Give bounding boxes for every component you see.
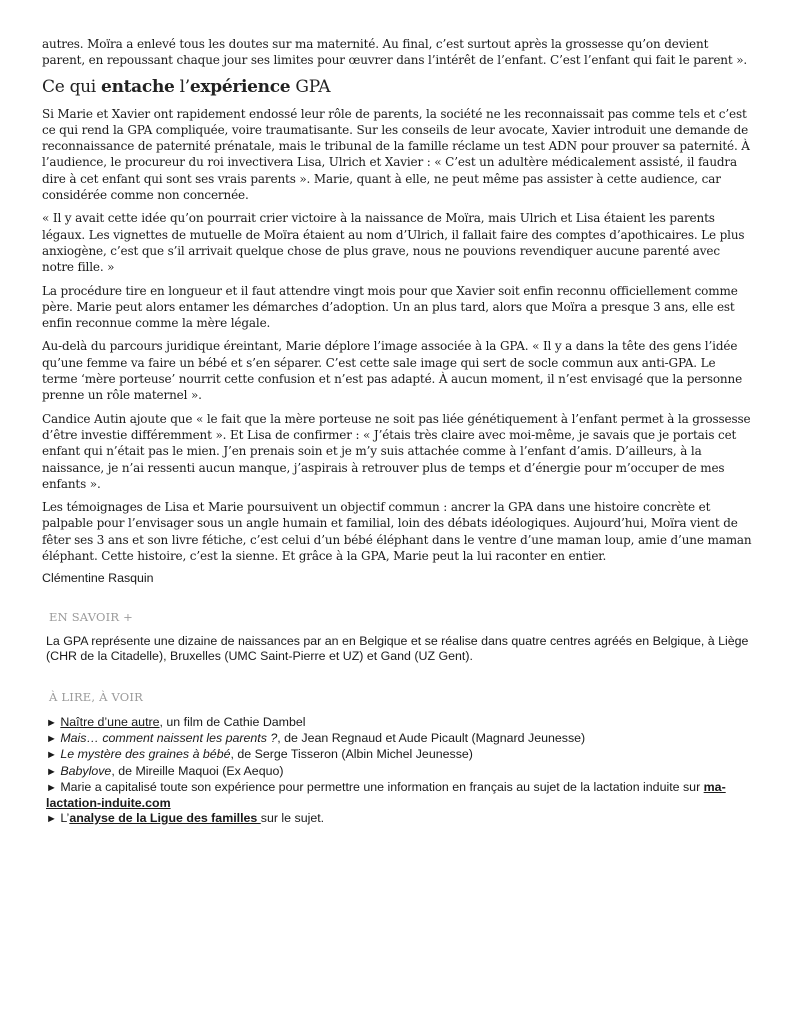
list-item	[46, 747, 754, 763]
list-item-text: Marie a capitalisé toute son expérience pour permettre une information en français au sujet de la lactation induite sur	[60, 779, 704, 794]
heading-bold-part: entache	[101, 76, 175, 97]
heading-part: Ce qui	[42, 76, 102, 97]
en-savoir-text: La GPA représente une dizaine de naissances par an en Belgique et se réalise dans quatre centres agréés en Belgique, à Liège (CHR de la Citadelle), Bruxelles (UMC Saint-Pierre et UZ) et Gand (UZ Gent).	[46, 633, 749, 663]
arrow-icon: ►	[46, 781, 57, 794]
heading-bold-part: expérience	[189, 76, 291, 97]
body-paragraph: Si Marie et Xavier ont rapidement endossé leur rôle de parents, la société ne les reconnaissait pas comme tels et c’est ce qui rend la GPA compliquée, voire traumatisante. Sur les conseils de leur avocate, Xavier introduit une demande de reconnaissance de paternité prénatale, mais le tribunal de la famille réclame un test ADN pour prouver sa paternité. À l’audience, le procureur du roi invectivera Lisa, Ulrich et Xavier : « C’est un adultère médicalement assisté, il faudra dire à cet enfant qui sont ses vrais parents ». Marie, quant à elle, ne peut même pas assister à cette audience, car considérée comme non concernée.	[42, 106, 750, 203]
heading-part: l’	[174, 76, 190, 97]
author-name: Clémentine Rasquin	[42, 571, 154, 586]
list-item-text: , de Serge Tisseron (Albin Michel Jeunesse)	[230, 747, 473, 762]
a-lire-box	[42, 690, 754, 827]
section-heading	[42, 76, 754, 98]
a-lire-title: À LIRE, À VOIR	[49, 689, 143, 704]
list-item	[46, 811, 754, 827]
ligue-familles-link[interactable]: analyse de la Ligue des familles	[69, 811, 261, 826]
body-paragraph: Au-delà du parcours juridique éreintant, Marie déplore l’image associée à la GPA. « Il y a dans la tête des gens l’idée qu’une femme va faire un bébé et s’en séparer. C’est cette sale image qui sert de socle commun aux anti-GPA. Le terme ‘mère porteuse’ nourrit cette confusion et n’est pas adapté. À aucun moment, il n’est envisagé que la personne prenne un rôle maternel ».	[42, 339, 743, 403]
film-link[interactable]: Naître d’une autre	[60, 714, 160, 729]
list-item-text: L’	[60, 811, 70, 826]
body-paragraph: « Il y avait cette idée qu’on pourrait crier victoire à la naissance de Moïra, mais Ulrich et Lisa étaient les parents légaux. Les vignettes de mutuelle de Moïra étaient au nom d’Ulrich, il fallait faire des comptes d’apothicaires. Le plus anxiogène, c’est que s’il arrivait quelque chose de plus grave, nous ne pouvions revendiquer aucune parenté avec notre fille. »	[42, 211, 745, 275]
arrow-icon: ►	[46, 765, 57, 778]
book-title: Mais… comment naissent les parents ?	[60, 731, 278, 746]
en-savoir-box	[42, 610, 754, 664]
arrow-icon: ►	[46, 813, 57, 826]
list-item	[46, 764, 754, 780]
list-item	[46, 715, 754, 731]
arrow-icon: ►	[46, 716, 57, 729]
list-item-text: , un film de Cathie Dambel	[159, 714, 306, 729]
list-item	[46, 780, 754, 811]
body-paragraph: Candice Autin ajoute que « le fait que la mère porteuse ne soit pas liée génétiquement à l’enfant permet à la grossesse d’être investie différemment ». Et Lisa de confirmer : « J’étais très claire avec moi-même, je savais que je portais cet enfant qui n’était pas le mien. J’en prenais soin et je m’y suis attachée comme à l’enfant d’amis. D’ailleurs, à la naissance, je n’ai ressenti aucun manque, j’aspirais à retrouver plus de temps et d’énergie pour m’occuper de mes enfants ».	[42, 411, 751, 491]
list-item-text: , de Jean Regnaud et Aude Picault (Magnard Jeunesse)	[277, 731, 586, 746]
arrow-icon: ►	[46, 749, 57, 762]
list-item	[46, 731, 754, 747]
lactation-link[interactable]: ma-lactation-induite.com	[46, 779, 726, 810]
list-item-text: , de Mireille Maquoi (Ex Aequo)	[111, 763, 284, 778]
book-title: Le mystère des graines à bébé	[60, 747, 231, 762]
en-savoir-title: EN SAVOIR +	[49, 609, 133, 624]
list-item-text: sur le sujet.	[260, 811, 325, 826]
article-page	[42, 36, 754, 827]
arrow-icon: ►	[46, 733, 57, 746]
book-title: Babylove	[60, 763, 112, 778]
body-paragraph: La procédure tire en longueur et il faut attendre vingt mois pour que Xavier soit enfin reconnu officiellement comme père. Marie peut alors entamer les démarches d’adoption. Un an plus tard, alors que Moïra a presque 3 ans, elle est enfin reconnue comme la mère légale.	[42, 283, 738, 331]
a-lire-list	[46, 715, 754, 827]
body-paragraph: Les témoignages de Lisa et Marie poursuivent un objectif commun : ancrer la GPA dans une histoire concrète et palpable pour l’envisager sous un angle humain et familial, loin des débats idéologiques. Aujourd’hui, Moïra vient de fêter ses 3 ans et son livre fétiche, c’est celui d’un bébé éléphant dans le ventre d’une maman loup, amie d’une maman éléphant. Cette histoire, c’est la sienne. Et grâce à la GPA, Marie peut la lui raconter en entier.	[42, 500, 752, 564]
heading-part: GPA	[290, 76, 331, 97]
intro-paragraph: autres. Moïra a enlevé tous les doutes sur ma maternité. Au final, c’est surtout après la grossesse qu’on devient parent, en repoussant chaque jour ses limites pour œuvrer dans l’intérêt de l’enfant. C’est l’enfant qui fait le parent ».	[42, 37, 748, 68]
